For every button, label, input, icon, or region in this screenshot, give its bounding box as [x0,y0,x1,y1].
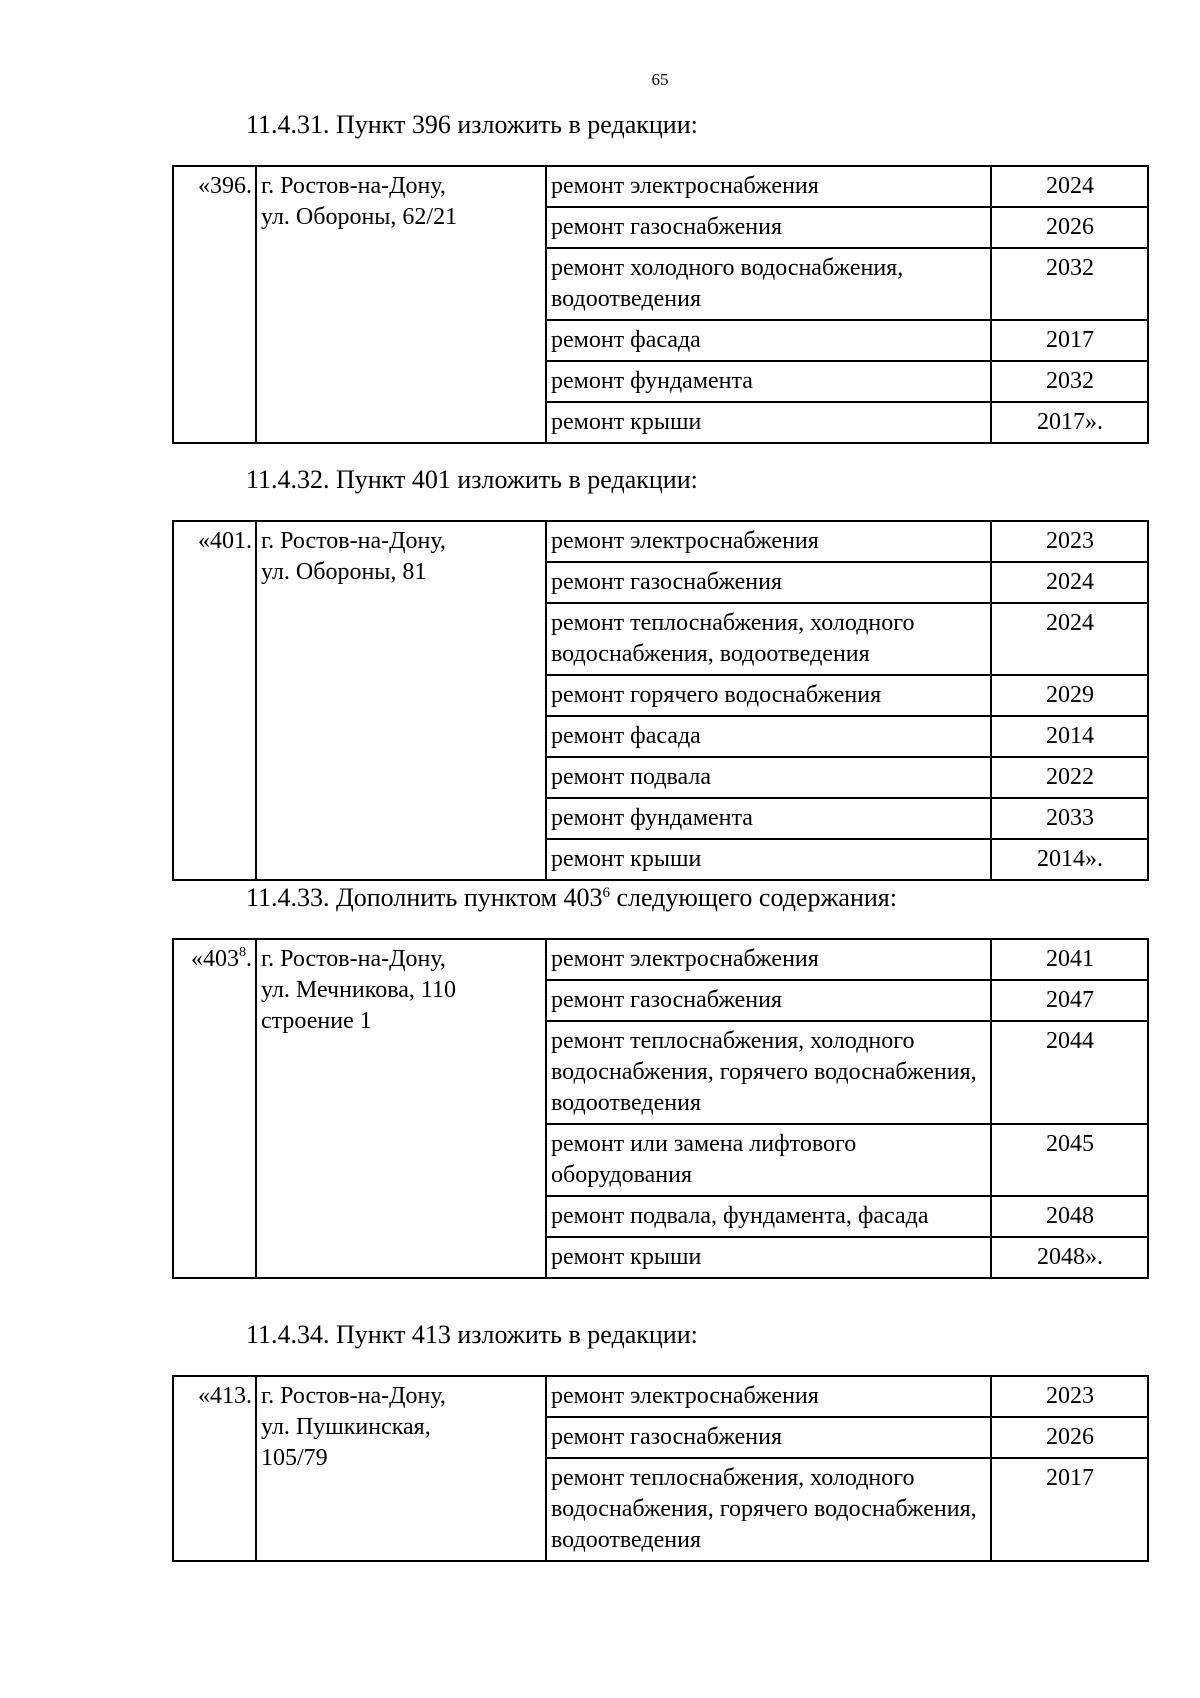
amendment-table [172,1375,1149,1562]
item-number-text: «403 [191,946,239,972]
work-type: ремонт электроснабжения [546,521,991,562]
table-row [173,521,1148,562]
address-line: ул. Обороны, 62/21 [261,204,458,230]
section-11-4-32 [172,465,1147,881]
section-11-4-34 [172,1320,1147,1562]
year-cell: 2017». [991,402,1148,443]
item-number: «401. [173,521,256,880]
work-type: ремонт крыши [546,839,991,880]
year-cell: 2045 [991,1124,1148,1196]
year-cell: 2022 [991,757,1148,798]
year-cell: 2048 [991,1196,1148,1237]
address-line: 105/79 [261,1445,328,1471]
address-cell [256,521,546,880]
address-line: ул. Мечникова, 110 [261,977,456,1003]
heading-text: 11.4.33. Дополнить пунктом 403 [246,883,603,912]
year-cell: 2024 [991,603,1148,675]
section-heading: 11.4.32. Пункт 401 изложить в редакции: [246,465,698,494]
item-number: «396. [173,166,256,443]
work-type: ремонт газоснабжения [546,980,991,1021]
section-heading [172,883,1147,913]
amendment-table [172,938,1149,1279]
work-type: ремонт электроснабжения [546,166,991,207]
year-cell: 2023 [991,1376,1148,1417]
page-number: 65 [651,70,669,89]
year-cell: 2014». [991,839,1148,880]
work-type: ремонт подвала, фундамента, фасада [546,1196,991,1237]
year-cell: 2032 [991,361,1148,402]
table-row [173,1376,1148,1417]
year-cell: 2023 [991,521,1148,562]
year-cell: 2029 [991,675,1148,716]
work-type: ремонт газоснабжения [546,562,991,603]
work-type: ремонт горячего водоснабжения [546,675,991,716]
address-line: г. Ростов-на-Дону, [261,946,446,972]
address-line: г. Ростов-на-Дону, [261,528,446,554]
year-cell: 2047 [991,980,1148,1021]
work-type: ремонт или замена лифтового оборудования [546,1124,991,1196]
work-type: ремонт теплоснабжения, холодного водоснабжения, горячего водоснабжения, водоотведения [546,1021,991,1124]
address-line: г. Ростов-на-Дону, [261,173,446,199]
work-type: ремонт крыши [546,402,991,443]
item-number-dot: . [246,946,252,972]
work-type: ремонт электроснабжения [546,939,991,980]
item-number: «413. [173,1376,256,1561]
work-type: ремонт теплоснабжения, холодного водоснабжения, горячего водоснабжения, водоотведения [546,1458,991,1561]
year-cell: 2032 [991,248,1148,320]
work-type: ремонт газоснабжения [546,1417,991,1458]
heading-superscript: 6 [602,885,610,901]
section-heading: 11.4.31. Пункт 396 изложить в редакции: [246,110,698,139]
work-type: ремонт фасада [546,320,991,361]
year-cell: 2024 [991,166,1148,207]
item-number [173,939,256,1278]
amendment-table [172,165,1149,444]
table-row [173,166,1148,207]
address-line: ул. Обороны, 81 [261,559,427,585]
work-type: ремонт крыши [546,1237,991,1278]
address-line: ул. Пушкинская, [261,1414,431,1440]
work-type: ремонт фундамента [546,361,991,402]
heading-text: следующего содержания: [609,883,897,912]
work-type: ремонт фасада [546,716,991,757]
address-line: г. Ростов-на-Дону, [261,1383,446,1409]
address-cell [256,1376,546,1561]
section-heading: 11.4.34. Пункт 413 изложить в редакции: [246,1320,698,1349]
year-cell: 2041 [991,939,1148,980]
year-cell: 2048». [991,1237,1148,1278]
year-cell: 2024 [991,562,1148,603]
amendment-table [172,520,1149,881]
year-cell: 2026 [991,207,1148,248]
work-type: ремонт фундамента [546,798,991,839]
work-type: ремонт теплоснабжения, холодного водоснабжения, водоотведения [546,603,991,675]
address-cell [256,166,546,443]
work-type: ремонт электроснабжения [546,1376,991,1417]
year-cell: 2044 [991,1021,1148,1124]
address-line: строение 1 [261,1008,372,1034]
year-cell: 2014 [991,716,1148,757]
work-type: ремонт газоснабжения [546,207,991,248]
year-cell: 2033 [991,798,1148,839]
item-number-superscript: 8 [239,945,246,960]
section-11-4-31 [172,110,1147,444]
address-cell [256,939,546,1278]
work-type: ремонт подвала [546,757,991,798]
table-row [173,939,1148,980]
year-cell: 2026 [991,1417,1148,1458]
year-cell: 2017 [991,1458,1148,1561]
work-type: ремонт холодного водоснабжения, водоотведения [546,248,991,320]
section-11-4-33 [172,883,1147,1279]
year-cell: 2017 [991,320,1148,361]
